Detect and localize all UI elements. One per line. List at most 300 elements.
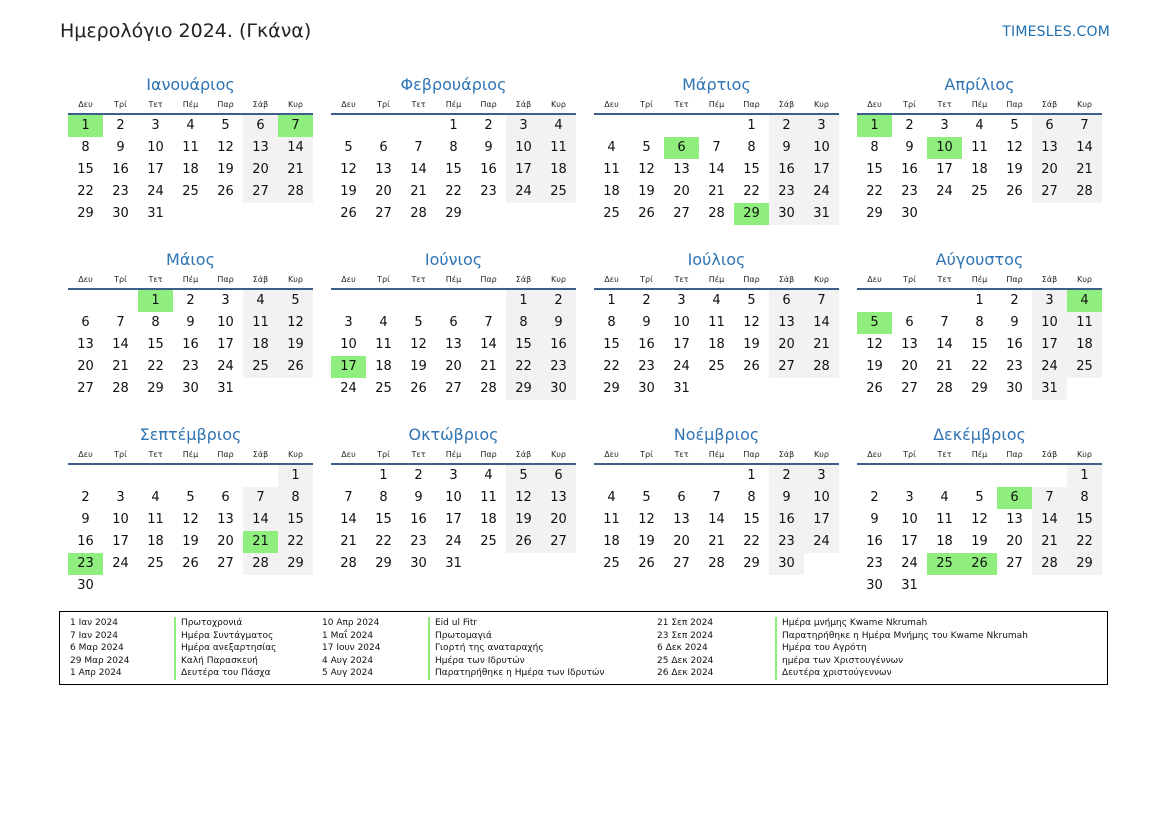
day-cell: 20 [77, 359, 94, 374]
holiday-day-cell: 7 [278, 115, 313, 137]
day-cell: 9 [642, 315, 651, 330]
holiday-day-cell: 17 [331, 356, 366, 378]
weekday-label: Παρ [217, 275, 234, 284]
empty-cell [331, 465, 366, 487]
legend-holiday-name: Δευτέρα του Πάσχα [174, 667, 276, 680]
day-cell: 17 [112, 534, 129, 549]
empty-cell [401, 290, 436, 312]
weekday-label: Τρί [114, 275, 127, 284]
day-cell: 9 [186, 315, 195, 330]
day-cell: 31 [673, 381, 690, 396]
empty-cell [366, 115, 401, 137]
day-cell: 16 [410, 512, 427, 527]
legend-holiday-name: Καλή Παρασκευή [174, 655, 276, 668]
day-cell: 31 [804, 203, 839, 225]
day-cell: 14 [410, 162, 427, 177]
month-title: Δεκέμβριος [933, 425, 1026, 444]
day-cell: 27 [217, 556, 234, 571]
day-cell: 4 [151, 490, 160, 505]
weekday-header [857, 272, 1102, 290]
day-cell: 27 [769, 356, 804, 378]
day-cell: 8 [607, 315, 616, 330]
day-cell: 12 [971, 512, 988, 527]
day-cell: 10 [1032, 312, 1067, 334]
day-cell: 12 [410, 337, 427, 352]
day-cell: 21 [708, 184, 725, 199]
month-title: Αύγουστος [935, 250, 1024, 269]
month-title: Σεπτέμβριος [139, 425, 242, 444]
weekday-label: Πέμ [182, 275, 199, 284]
day-cell: 6 [243, 115, 278, 137]
legend-date: 29 Μαρ 2024 [70, 655, 130, 666]
page-title: Ημερολόγιο 2024. (Γκάνα) [60, 20, 312, 42]
weekday-label: Παρ [217, 100, 234, 109]
day-cell: 30 [769, 203, 804, 225]
day-cell: 29 [603, 381, 620, 396]
day-cell: 31 [445, 556, 462, 571]
day-cell: 18 [147, 534, 164, 549]
weekday-label: Τρί [640, 450, 653, 459]
day-cell: 6 [905, 315, 914, 330]
day-cell: 14 [112, 337, 129, 352]
day-cell: 18 [541, 159, 576, 181]
day-cell: 15 [445, 162, 462, 177]
day-cell: 19 [638, 534, 655, 549]
day-cell: 28 [243, 553, 278, 575]
weekday-label: Σάβ [778, 450, 795, 459]
day-cell: 2 [414, 468, 423, 483]
day-cell: 16 [769, 509, 804, 531]
day-cell: 18 [1067, 334, 1102, 356]
day-cell: 6 [541, 465, 576, 487]
day-cell: 6 [81, 315, 90, 330]
legend-column-1-names [174, 617, 276, 680]
day-cell: 10 [217, 315, 234, 330]
weekday-label: Σάβ [252, 100, 269, 109]
day-cell: 22 [1067, 531, 1102, 553]
weekday-label: Πέμ [445, 275, 462, 284]
day-cell: 21 [1067, 159, 1102, 181]
day-cell: 27 [77, 381, 94, 396]
day-cell: 4 [541, 115, 576, 137]
day-cell: 11 [243, 312, 278, 334]
day-cell: 17 [804, 509, 839, 531]
weekday-label: Δευ [867, 275, 882, 284]
day-cell: 21 [340, 534, 357, 549]
day-cell: 3 [804, 465, 839, 487]
weekday-header [857, 97, 1102, 115]
day-cell: 12 [1006, 140, 1023, 155]
day-cell: 20 [901, 359, 918, 374]
legend-holiday-name: Παρατηρήθηκε η Ημέρα Μνήμης του Kwame Nkrumah [775, 630, 1028, 643]
day-cell: 15 [866, 162, 883, 177]
day-cell: 25 [375, 381, 392, 396]
empty-cell [173, 465, 208, 487]
month-block [68, 424, 313, 593]
day-cell: 3 [804, 115, 839, 137]
day-cell: 30 [769, 553, 804, 575]
day-cell: 17 [1032, 334, 1067, 356]
day-cell: 21 [410, 184, 427, 199]
day-cell: 10 [340, 337, 357, 352]
day-cell: 3 [677, 293, 686, 308]
day-cell: 16 [1006, 337, 1023, 352]
weekday-header [857, 447, 1102, 465]
day-cell: 24 [804, 181, 839, 203]
day-cell: 11 [541, 137, 576, 159]
empty-cell [892, 465, 927, 487]
day-cell: 16 [638, 337, 655, 352]
day-cell: 7 [243, 487, 278, 509]
day-cell: 19 [971, 534, 988, 549]
day-cell: 29 [278, 553, 313, 575]
day-cell: 9 [484, 140, 493, 155]
day-cell: 28 [708, 556, 725, 571]
month-title: Οκτώβριος [408, 425, 499, 444]
day-cell: 29 [77, 206, 94, 221]
legend-holiday-name: Ημέρα Συντάγματος [174, 630, 276, 643]
weekday-label: Πέμ [182, 450, 199, 459]
day-cell: 19 [1006, 162, 1023, 177]
weekday-header [68, 272, 313, 290]
weekday-label: Πέμ [708, 275, 725, 284]
day-cell: 15 [603, 337, 620, 352]
weekday-label: Δευ [78, 100, 93, 109]
weekday-label: Τρί [903, 100, 916, 109]
day-cell: 25 [182, 184, 199, 199]
legend-date: 6 Μαρ 2024 [70, 643, 124, 653]
day-cell: 24 [445, 534, 462, 549]
weekday-header [68, 447, 313, 465]
day-cell: 8 [278, 487, 313, 509]
empty-cell [103, 290, 138, 312]
empty-cell [103, 465, 138, 487]
weekday-label: Τετ [411, 100, 426, 109]
day-cell: 23 [480, 184, 497, 199]
day-cell: 17 [445, 512, 462, 527]
days-grid [68, 115, 313, 225]
day-cell: 13 [673, 512, 690, 527]
weekday-label: Δευ [604, 450, 619, 459]
day-cell: 8 [151, 315, 160, 330]
legend-holiday-name: Παρατηρήθηκε η Ημέρα των Ιδρυτών [428, 667, 604, 680]
day-cell: 11 [182, 140, 199, 155]
legend-column-1 [70, 617, 130, 680]
day-cell: 11 [603, 512, 620, 527]
legend-date: 4 Αυγ 2024 [322, 655, 374, 666]
weekday-header [331, 447, 576, 465]
day-cell: 10 [673, 315, 690, 330]
day-cell: 7 [414, 140, 423, 155]
day-cell: 2 [905, 118, 914, 133]
days-grid [594, 465, 839, 575]
day-cell: 2 [81, 490, 90, 505]
month-title: Ιούνιος [424, 250, 483, 269]
month-title: Ιανουάριος [146, 75, 235, 94]
day-cell: 26 [506, 531, 541, 553]
day-cell: 20 [769, 334, 804, 356]
day-cell: 3 [1032, 290, 1067, 312]
day-cell: 13 [217, 512, 234, 527]
day-cell: 17 [804, 159, 839, 181]
day-cell: 6 [1032, 115, 1067, 137]
day-cell: 5 [975, 490, 984, 505]
day-cell: 2 [116, 118, 125, 133]
day-cell: 7 [1032, 487, 1067, 509]
day-cell: 16 [901, 162, 918, 177]
day-cell: 6 [379, 140, 388, 155]
holiday-day-cell: 10 [927, 137, 962, 159]
day-cell: 25 [147, 556, 164, 571]
day-cell: 6 [221, 490, 230, 505]
weekday-header [331, 97, 576, 115]
day-cell: 29 [866, 206, 883, 221]
day-cell: 18 [971, 162, 988, 177]
legend-date: 10 Απρ 2024 [322, 618, 380, 628]
month-block [331, 74, 576, 235]
day-cell: 28 [936, 381, 953, 396]
empty-cell [629, 115, 664, 137]
weekday-label: Παρ [480, 450, 497, 459]
empty-cell [1032, 465, 1067, 487]
day-cell: 27 [673, 556, 690, 571]
weekday-label: Σάβ [252, 450, 269, 459]
day-cell: 14 [340, 512, 357, 527]
empty-cell [857, 290, 892, 312]
days-grid [857, 290, 1102, 400]
day-cell: 10 [506, 137, 541, 159]
day-cell: 3 [151, 118, 160, 133]
day-cell: 22 [743, 534, 760, 549]
day-cell: 29 [1067, 553, 1102, 575]
weekday-label: Παρ [480, 275, 497, 284]
holiday-day-cell: 1 [138, 290, 173, 312]
empty-cell [68, 290, 103, 312]
day-cell: 24 [506, 181, 541, 203]
day-cell: 15 [743, 162, 760, 177]
month-block [331, 249, 576, 410]
day-cell: 8 [81, 140, 90, 155]
day-cell: 21 [278, 159, 313, 181]
day-cell: 26 [410, 381, 427, 396]
empty-cell [138, 465, 173, 487]
day-cell: 2 [541, 290, 576, 312]
day-cell: 14 [936, 337, 953, 352]
legend-date: 25 Δεκ 2024 [657, 655, 714, 666]
day-cell: 20 [243, 159, 278, 181]
day-cell: 5 [344, 140, 353, 155]
day-cell: 17 [673, 337, 690, 352]
day-cell: 30 [638, 381, 655, 396]
days-grid [68, 290, 313, 400]
weekday-label: Τρί [377, 450, 390, 459]
day-cell: 20 [673, 184, 690, 199]
day-cell: 23 [638, 359, 655, 374]
weekday-label: Πέμ [971, 275, 988, 284]
day-cell: 30 [1006, 381, 1023, 396]
day-cell: 1 [1067, 465, 1102, 487]
day-cell: 10 [445, 490, 462, 505]
day-cell: 14 [480, 337, 497, 352]
month-block [594, 249, 839, 410]
day-cell: 26 [743, 359, 760, 374]
month-title: Μάιος [166, 250, 215, 269]
weekday-label: Τρί [114, 100, 127, 109]
weekday-label: Κυρ [1077, 100, 1092, 109]
holiday-day-cell: 23 [68, 553, 103, 575]
day-cell: 18 [603, 184, 620, 199]
days-grid [68, 465, 313, 597]
day-cell: 11 [375, 337, 392, 352]
day-cell: 20 [375, 184, 392, 199]
day-cell: 13 [901, 337, 918, 352]
legend-holiday-name: Πρωτοχρονιά [174, 617, 276, 630]
weekday-label: Σάβ [778, 275, 795, 284]
day-cell: 10 [901, 512, 918, 527]
day-cell: 15 [147, 337, 164, 352]
weekday-label: Κυρ [814, 450, 829, 459]
day-cell: 20 [1006, 534, 1023, 549]
weekday-label: Δευ [867, 100, 882, 109]
day-cell: 8 [1067, 487, 1102, 509]
month-block [857, 74, 1102, 235]
day-cell: 18 [182, 162, 199, 177]
legend-holiday-name: Δευτέρα χριστούγεννων [775, 667, 1028, 680]
legend-holiday-name: Ημέρα του Αγρότη [775, 642, 1028, 655]
weekday-label: Κυρ [1077, 450, 1092, 459]
day-cell: 15 [1067, 509, 1102, 531]
empty-cell [664, 465, 699, 487]
weekday-label: Δευ [341, 450, 356, 459]
day-cell: 20 [1032, 159, 1067, 181]
day-cell: 27 [445, 381, 462, 396]
day-cell: 24 [112, 556, 129, 571]
day-cell: 17 [217, 337, 234, 352]
day-cell: 19 [866, 359, 883, 374]
day-cell: 18 [603, 534, 620, 549]
day-cell: 31 [1032, 378, 1067, 400]
weekday-label: Τρί [640, 275, 653, 284]
day-cell: 29 [506, 378, 541, 400]
day-cell: 22 [506, 356, 541, 378]
day-cell: 22 [743, 184, 760, 199]
day-cell: 16 [480, 162, 497, 177]
empty-cell [331, 115, 366, 137]
day-cell: 23 [769, 181, 804, 203]
day-cell: 25 [603, 206, 620, 221]
day-cell: 7 [712, 490, 721, 505]
day-cell: 8 [870, 140, 879, 155]
legend-date: 7 Ιαν 2024 [70, 630, 118, 641]
day-cell: 2 [769, 115, 804, 137]
day-cell: 28 [480, 381, 497, 396]
day-cell: 1 [975, 293, 984, 308]
month-block [857, 249, 1102, 410]
day-cell: 17 [147, 162, 164, 177]
day-cell: 23 [901, 184, 918, 199]
day-cell: 13 [445, 337, 462, 352]
weekday-label: Δευ [341, 275, 356, 284]
day-cell: 11 [147, 512, 164, 527]
day-cell: 18 [708, 337, 725, 352]
empty-cell [857, 465, 892, 487]
month-title: Φεβρουάριος [400, 75, 507, 94]
day-cell: 12 [506, 487, 541, 509]
weekday-label: Τρί [114, 450, 127, 459]
empty-cell [594, 115, 629, 137]
month-title: Μάρτιος [682, 75, 751, 94]
day-cell: 15 [743, 512, 760, 527]
day-cell: 8 [449, 140, 458, 155]
day-cell: 28 [410, 206, 427, 221]
legend-date: 5 Αυγ 2024 [322, 668, 374, 678]
holiday-day-cell: 1 [68, 115, 103, 137]
legend-holiday-name: Γιορτή της αναταραχής [428, 642, 604, 655]
empty-cell [366, 290, 401, 312]
day-cell: 7 [712, 140, 721, 155]
day-cell: 15 [77, 162, 94, 177]
day-cell: 7 [1067, 115, 1102, 137]
day-cell: 19 [217, 162, 234, 177]
empty-cell [664, 115, 699, 137]
day-cell: 2 [642, 293, 651, 308]
day-cell: 12 [340, 162, 357, 177]
weekday-label: Τετ [674, 450, 689, 459]
empty-cell [594, 465, 629, 487]
day-cell: 28 [804, 356, 839, 378]
day-cell: 22 [603, 359, 620, 374]
weekday-label: Τετ [937, 450, 952, 459]
legend-holiday-name: ημέρα των Χριστουγέννων [775, 655, 1028, 668]
holiday-day-cell: 4 [1067, 290, 1102, 312]
year-calendar-grid [68, 74, 1102, 593]
brand-link[interactable]: TIMESLES.COM [1002, 24, 1110, 40]
legend-holiday-name: Ημέρα ανεξαρτησίας [174, 642, 276, 655]
weekday-label: Σάβ [515, 100, 532, 109]
weekday-header [68, 97, 313, 115]
day-cell: 11 [708, 315, 725, 330]
day-cell: 29 [147, 381, 164, 396]
legend-holiday-name: Ημέρα μνήμης Kwame Nkrumah [775, 617, 1028, 630]
empty-cell [331, 290, 366, 312]
day-cell: 24 [1032, 356, 1067, 378]
day-cell: 26 [638, 206, 655, 221]
day-cell: 14 [243, 509, 278, 531]
day-cell: 28 [340, 556, 357, 571]
day-cell: 22 [445, 184, 462, 199]
day-cell: 11 [480, 490, 497, 505]
weekday-label: Σάβ [1041, 100, 1058, 109]
day-cell: 17 [506, 159, 541, 181]
day-cell: 2 [484, 118, 493, 133]
day-cell: 4 [186, 118, 195, 133]
holiday-day-cell: 6 [664, 137, 699, 159]
day-cell: 17 [936, 162, 953, 177]
day-cell: 23 [866, 556, 883, 571]
day-cell: 7 [344, 490, 353, 505]
weekday-label: Τρί [903, 450, 916, 459]
day-cell: 23 [541, 356, 576, 378]
empty-cell [997, 465, 1032, 487]
day-cell: 14 [804, 312, 839, 334]
day-cell: 5 [414, 315, 423, 330]
day-cell: 1 [506, 290, 541, 312]
weekday-label: Κυρ [551, 275, 566, 284]
legend-column-3 [657, 617, 713, 680]
day-cell: 16 [541, 334, 576, 356]
day-cell: 13 [769, 312, 804, 334]
day-cell: 18 [480, 512, 497, 527]
